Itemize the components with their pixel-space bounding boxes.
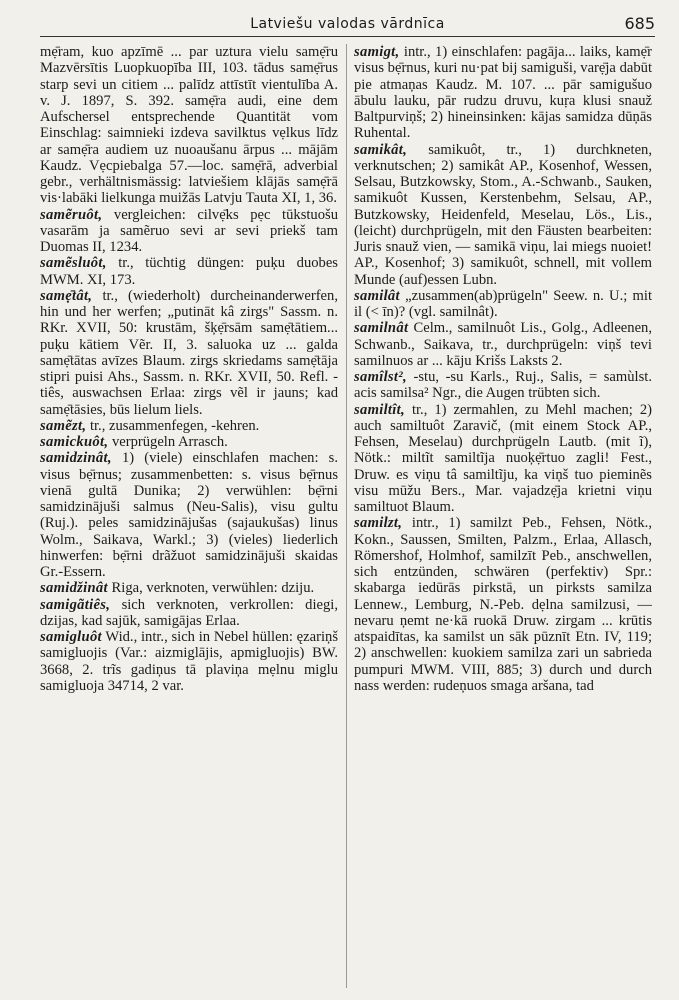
entry-text: „zusammen(ab)prügeln" Seew. n. U.; mit il (< īn)? (vgl. samilnât).	[354, 287, 652, 320]
dictionary-entry	[354, 288, 652, 321]
dictionary-entry	[354, 515, 652, 694]
entry-text: vergleichen: cilvẹ̄ks pẹc tūkstuošu vasarām ja samẽruo sevi ar sevi priekš tam Duomas II, 1234.	[40, 206, 338, 255]
dictionary-entry	[40, 207, 338, 256]
dictionary-entry	[40, 44, 338, 207]
dictionary-entry	[40, 418, 338, 434]
dictionary-entry	[40, 255, 338, 288]
running-head	[40, 10, 655, 37]
entry-headword: samickuôt,	[40, 434, 109, 450]
dictionary-entry	[354, 142, 652, 288]
column-divider	[346, 44, 347, 988]
dictionary-entry	[40, 434, 338, 450]
dictionary-entry	[354, 369, 652, 402]
entry-headword: samilzt,	[354, 515, 403, 532]
right-column	[354, 44, 652, 988]
dictionary-entry	[354, 320, 652, 369]
entry-headword: samigt,	[354, 44, 400, 60]
entry-text: -stu, -su Karls., Ruj., Salis, = samùlst. acis samilsa² Ngr., die Augen trübten sich.	[354, 369, 652, 402]
entry-headword: samẹ̄tât,	[40, 287, 93, 304]
entry-headword: samilât	[354, 287, 400, 304]
entry-headword: samidzinât,	[40, 450, 112, 467]
entry-text: Riga, verknoten, verwühlen: dziju.	[111, 580, 315, 597]
entry-text: sich verknoten, verkrollen: diegi, dzijas, kad sajūk, samigājas Erlaa.	[40, 596, 338, 629]
entry-text: tr., tüchtig düngen: puķu duobes MWM. XI, 173.	[40, 255, 338, 288]
dictionary-entry	[354, 402, 652, 516]
entry-text: verprügeln Arrasch.	[111, 434, 228, 450]
entry-text: intr., 1) einschlafen: pagāja... laiks, kamẹ̄r visus bẹ̄rnus, kuri nu·pat bij samiguši, varẹ̄ja dabūt pie atmaņas Kaudz. M. 107. ... pār samigušuo ābulu lauku, pār rudzu druvu, kuṛa klusi snauž Baltpurviņš; 2) hineinsinken: kājas samidza dūņās Ruhental.	[354, 44, 652, 142]
dictionary-entry	[40, 450, 338, 580]
page-number: 685	[624, 14, 655, 33]
entry-headword: samidžinât	[40, 580, 108, 597]
entry-headword: samikât,	[354, 141, 408, 158]
entry-text: samikuôt, tr., 1) durchkneten, verknutschen; 2) samikât AP., Kosenhof, Wessen, Selsau, Butzkowsky, Stom., A.-Schwanb., Sauken, samikuôt Kussen, Kerstenbehm, Selsau, AP., Butzkowsky, Heidenfeld, Meselau, Lös., Lis., (leicht) durchprügeln, mit den Fäusten bearbeiten: Juris snauž vien, — samikā viņu, lai miegs nuoiet! AP., Kosenhof; 3) samikuôt, schnell, mit vollem Munde (auf)essen Lubn.	[354, 141, 652, 288]
entry-headword: samẽzt,	[40, 417, 87, 434]
entry-headword: samigãtiês,	[40, 596, 111, 613]
entry-text: Wid., intr., sich in Nebel hüllen: ęzariņš samigluojis (Var.: aizmiglājis, apmigluojis) BW. 3668, 2. trĩs gadiņus tā plaviņa mẹlnu miglu samigluoja 34714, 2 var.	[40, 629, 338, 694]
entry-text: mẹ̄ram, kuo apzīmē ... par uztura vielu samẹ̄ru Mazvērsītis Luopkuopība III, 103. tādus samẹ̄rus starp sevi un citiem ... palīdz attīstīt vientulība A. v. J. 1897, S. 392. samẹ̄ra audi, eine dem Aufschersel entsprechende Quantität vom Einschlag: saimnieki izdeva savilktus vẹlkus līdz ar samẹ̄ra audiem uz nuoaušanu ārpus ... mājām Kaudz. Vẹcpiebalga 57.—loc. samẹ̄rā, adverbial gebr., verhältnismässig: latviešiem klājās samẹ̄rā vis·labāki lielkunga muižās Latvju Tauta XI, 1, 36.	[40, 44, 338, 207]
entry-headword: samilnât	[354, 320, 409, 337]
entry-text: intr., 1) samilzt Peb., Fehsen, Nötk., Kokn., Saussen, Smilten, Palzm., Erlaa, Allasch, Römershof, Holmhof, samilzīt Peb., anschwellen, sich entzünden, schwären (perfektiv) Spr.: skabarga iedūrās pirkstā, un pirksts samilza Lennew., Lemburg, N.-Peb. dẹlna samilzusi, — nevaru ņemt ne·kā ruokā Druw. zirgam ... krūtis atspaidītas, ka samilst un sāk pūznīt Etn. IV, 119; 2) anschwellen: kuokiem samilza zari un sabrieda pumpuri MWM. VIII, 885; 3) durch und durch nass werden: rudeņuos smaga aršana, tad	[354, 515, 652, 694]
entry-headword: samẽruôt,	[40, 206, 103, 223]
page-header-title: Latviešu valodas vārdnīca	[250, 16, 445, 32]
entry-text: tr., (wiederholt) durcheinanderwerfen, hin und her werfen; „putināt kâ zirgs" Sassm. n. RKr. XVII, 50: krustām, šķẹ̄rsām samẹ̄tātiem... puķu kātiem Vẽr. II, 3. saluoka uz ... galda samẹ̄tātas avīzes Blaum. zirgs skriedams samẹ̄tāja stipri puisi Ahs., Sassm. n. RKr. XVII, 50. Refl. -tiês, auswachsen Erlaa: zirgs vẽl ir jauns; kad samẹ̄tāsies, būs lielum liels.	[40, 287, 338, 418]
entry-text: 1) (viele) einschlafen machen: s. visus bẹ̄rnus; zusammenbetten: s. visus bẹ̄rnus vienā gultā Dunika; 2) verwühlen: bẹ̄rni samidzinājuši salmus (Neu-Salis), visu gultu (Ruj.). peles samidzinājušas (sajaukušas) linus Wolm., Saikava, Warkl.; 3) (vieles) liederlich hinwerfen: bẹ̄rni drãžuot samidzinājuši skaidas Gr.-Essern.	[40, 450, 338, 580]
entry-headword: samîlst²,	[354, 369, 407, 385]
entry-headword: samẽsluôt,	[40, 255, 107, 272]
entry-text: Celm., samilnuôt Lis., Golg., Adleenen, Schwanb., Saikava, tr., durchprügeln: viņš tevi samilnuos ar ... kāju Krišs Laksts 2.	[354, 320, 652, 369]
entry-text: tr., 1) zermahlen, zu Mehl machen; 2) auch samiltuôt Zaravič, (mit einem Stock AP., Fehsen, Meselau) durchprügeln Lautb. (mit ĩ), Nötk.: miltĩt samiltĩja nuoķẹ̄rtuo zagli! Fest., Druw. es viņu tâ samiltĩju, ka viņš tuo pieminẽs visu mūžu Bers., Mar. vajadzẹ̄ja krietni viņu samiltuot Blaum.	[354, 401, 652, 515]
dictionary-entry	[40, 597, 338, 630]
dictionary-entry	[40, 580, 338, 596]
dictionary-entry	[354, 44, 652, 142]
dictionary-entry	[40, 629, 338, 694]
entry-text: tr., zusammenfegen, -kehren.	[89, 417, 260, 434]
dictionary-entry	[40, 288, 338, 418]
left-column	[40, 44, 338, 988]
entry-headword: samiltît,	[354, 401, 405, 418]
entry-headword: samigluôt	[40, 629, 102, 645]
